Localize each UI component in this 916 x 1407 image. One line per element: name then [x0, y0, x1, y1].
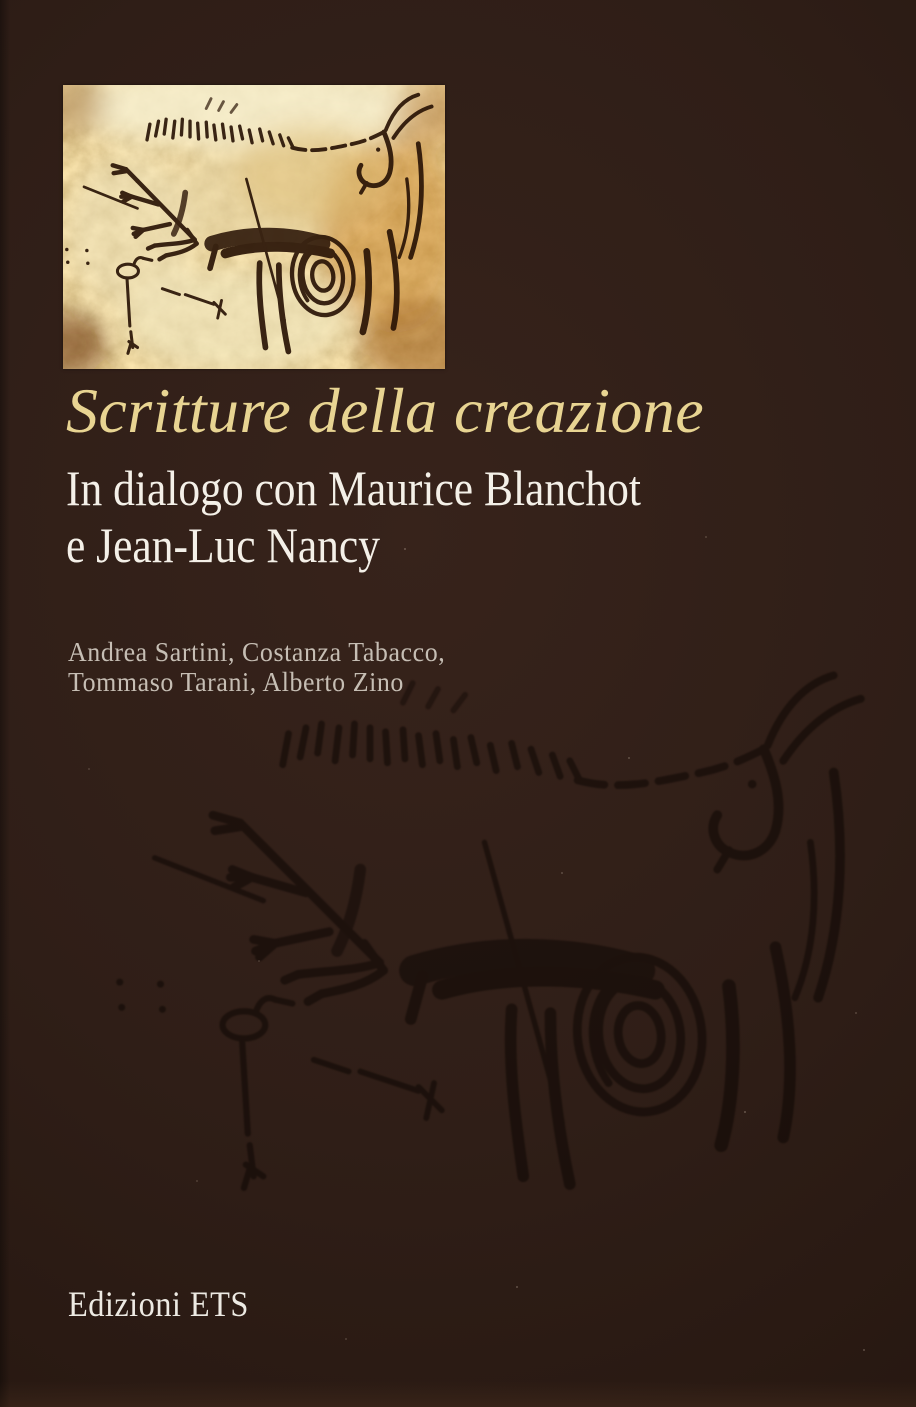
publisher-name: Edizioni ETS — [68, 1284, 249, 1324]
authors-line-2: Tommaso Tarani, Alberto Zino — [68, 667, 404, 697]
book-title: Scritture della creazione — [66, 375, 704, 446]
faint-cave-drawing — [112, 656, 888, 1219]
spine-shadow — [0, 0, 10, 1407]
cave-painting-photo — [63, 85, 445, 369]
subtitle-line-2: e Jean-Luc Nancy — [66, 517, 381, 573]
cave-painting-photo-art — [63, 85, 445, 369]
shaft-scene-ghost-strokes — [116, 675, 861, 1188]
authors-line-1: Andrea Sartini, Costanza Tabacco, — [68, 637, 446, 667]
subtitle-line-1: In dialogo con Maurice Blanchot — [66, 460, 642, 516]
book-subtitle — [66, 460, 641, 574]
